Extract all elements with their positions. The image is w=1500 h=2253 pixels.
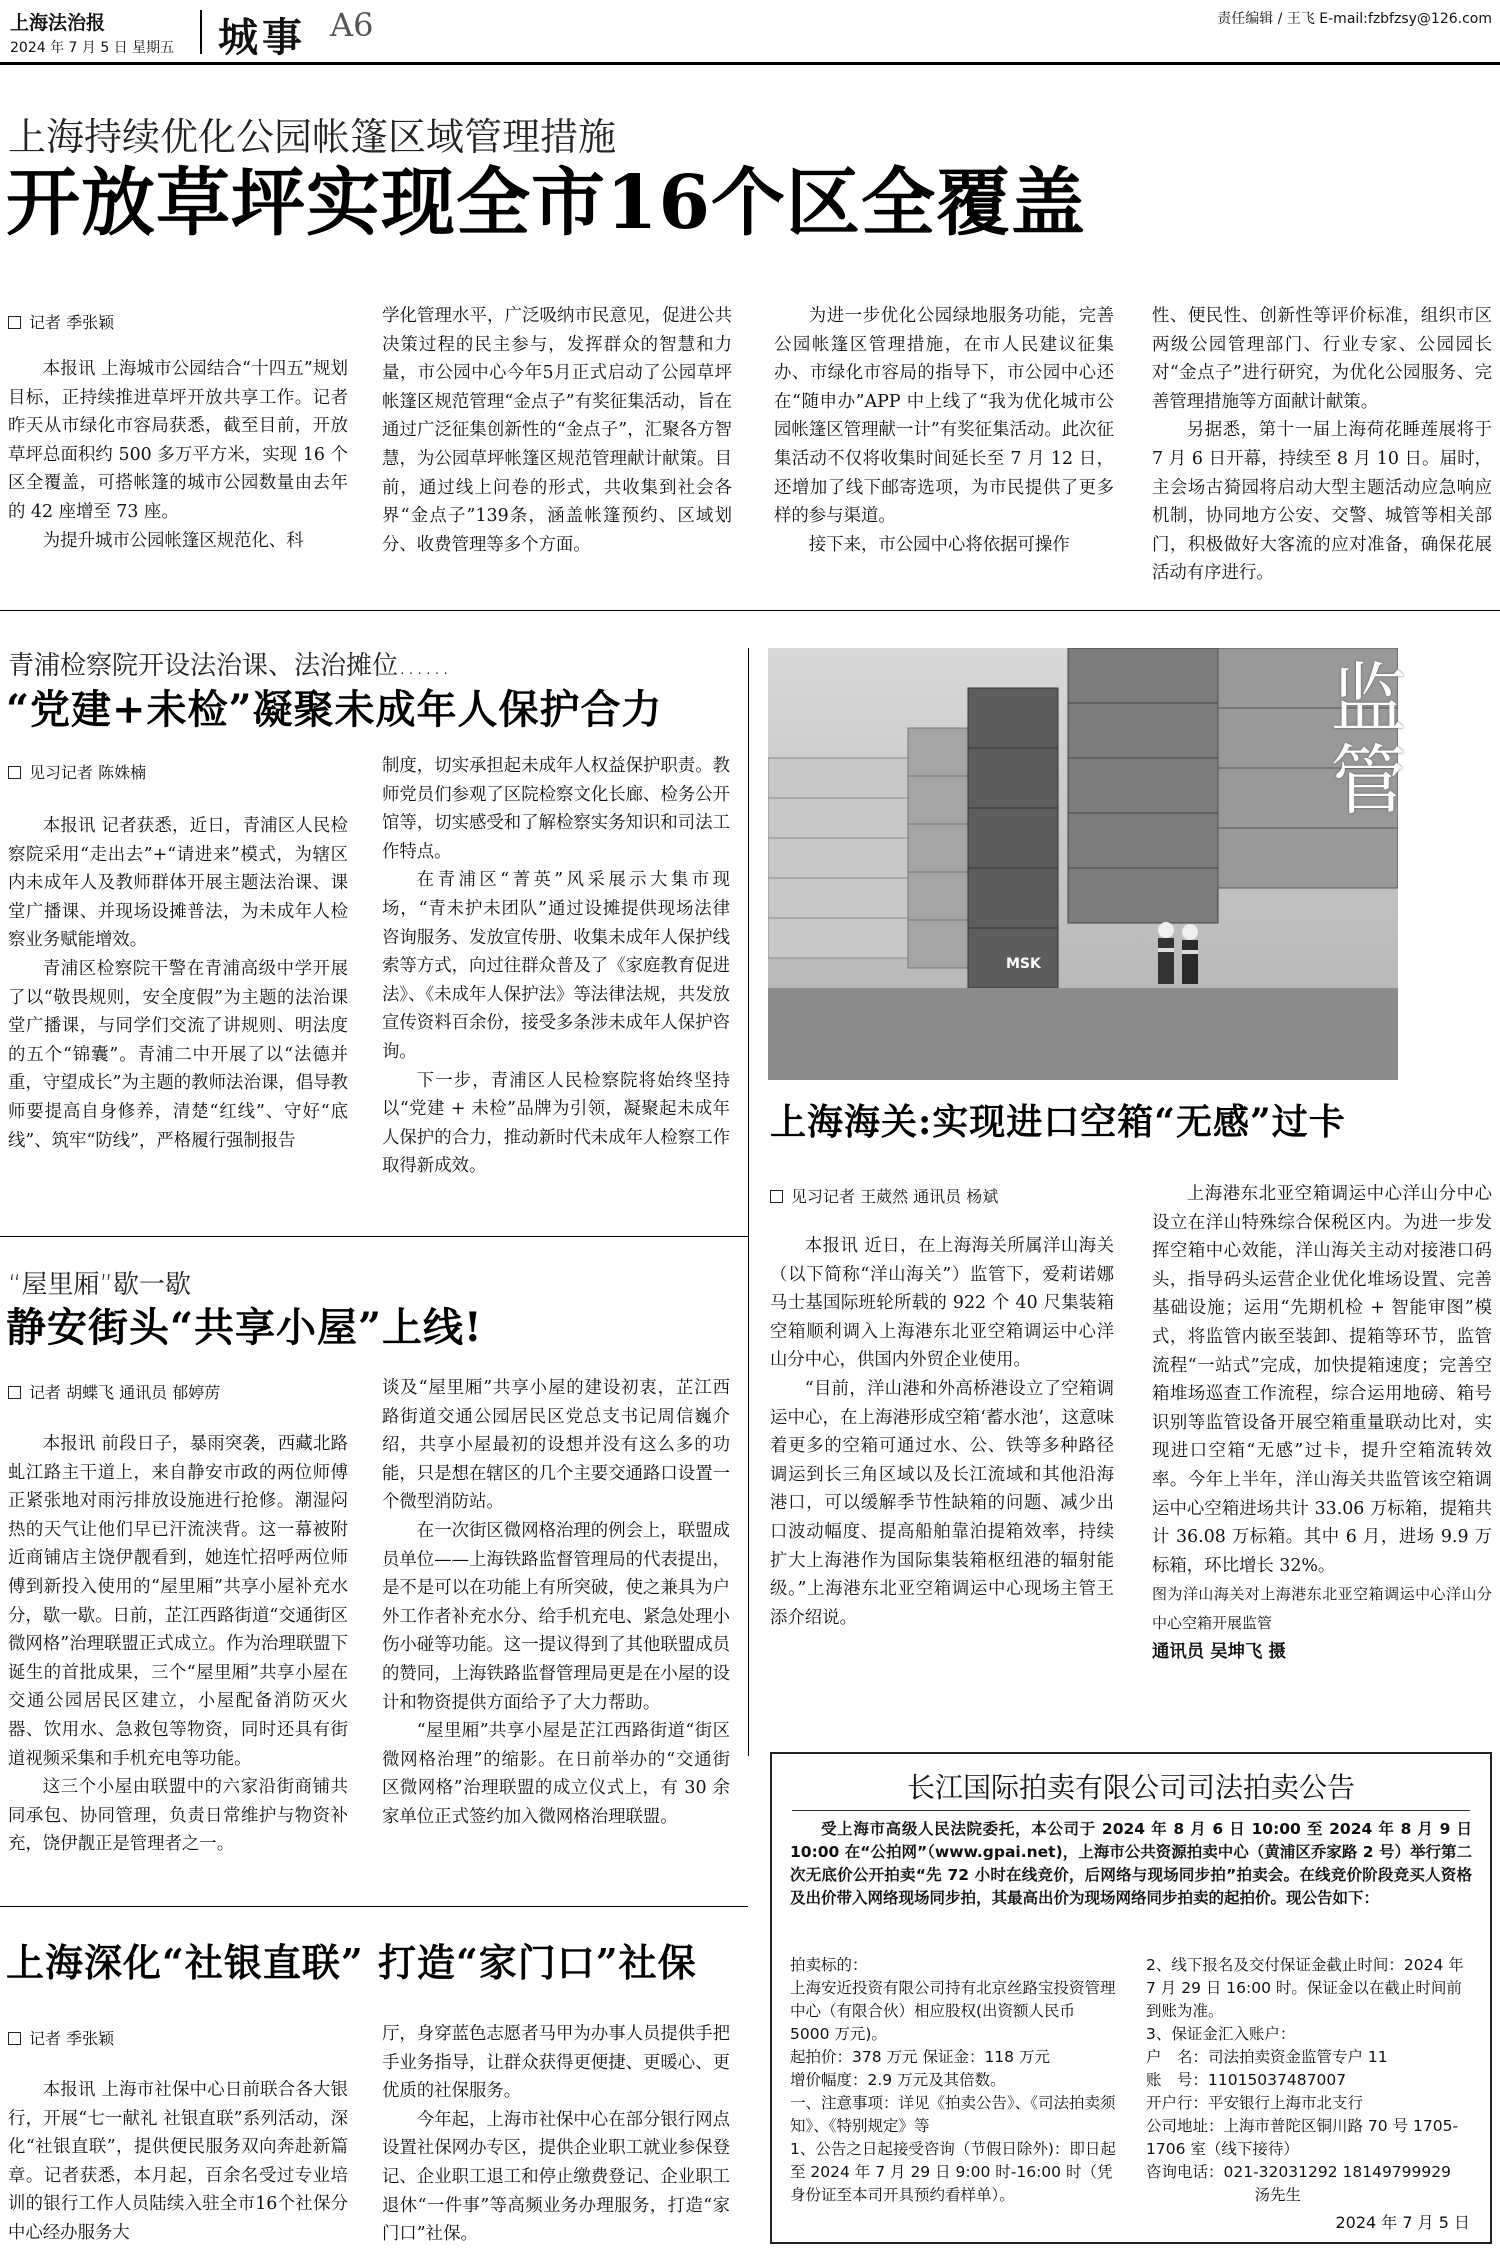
story3-bottom-rule: [0, 1906, 748, 1907]
paragraph: 下一步，青浦区人民检察院将始终坚持以“党建 + 未检”品牌为引领，凝聚起未成年人保护的合力，推动新时代未成年人检察工作取得新成效。: [382, 1070, 730, 1177]
story5-col1: [770, 1232, 1114, 1632]
story3-col1: [8, 1430, 348, 1859]
story3-kicker: “屋里厢”歇一歇: [8, 1270, 191, 1300]
auction-right-line: 2、线下报名及交付保证金截止时间：2024 年 7 月 29 日 16:00 时。保证金以在截止时间前到账为准。: [1146, 1956, 1464, 2020]
story3-byline: [8, 1380, 220, 1403]
masthead: [0, 0, 1500, 62]
auction-title-rule: [792, 1810, 1470, 1811]
container-yard-illustration: [768, 648, 1398, 1080]
paragraph: 制度，切实承担起未成年人权益保护职责。教师党员们参观了区院检察文化长廊、检务公开馆等，切实感受和了解检察实务知识和司法工作特点。: [382, 756, 730, 862]
story1-col4: [1152, 302, 1492, 588]
story3-col2: [382, 1374, 730, 1832]
auction-left-line: 起拍价：378 万元 保证金：118 万元: [790, 2048, 1050, 2066]
auction-right-line: 户 名：司法拍卖资金监管专户 11: [1146, 2048, 1388, 2066]
auction-intro: 受上海市高级人民法院委托，本公司于 2024 年 8 月 6 日 10:00 至 2024 年 8 月 9 日 10:00 在“公拍网”（www.gpai.net)，上海市公共资源拍卖中心（黄浦区乔家路 2 号）举行第二次无底价公开拍卖“先 72 小时在线竞价，后网络与现场同步拍”拍卖会。在线竞价阶段竞买人资格及出价带入网络现场同步拍，其最高出价为现场网络同步拍卖的起拍价。现公告如下：: [790, 1820, 1472, 1907]
story2-col2: [382, 752, 730, 1181]
story4-byline-text: 记者 季张颖: [29, 2029, 115, 2048]
paragraph: 青浦区检察院干警在青浦高级中学开展了以“敬畏规则，安全度假”为主题的法治课堂广播课，与同学们交流了讲规则、明法度的五个“锦囊”。青浦二中开展了以“法德并重，守望成长”为主题的教师法治课，倡导教师要提高自身修养，清楚“红线”、守好“底线”、筑牢“防线”，严格履行强制报告: [8, 958, 348, 1151]
auction-date: 2024 年 7 月 5 日: [1335, 2213, 1470, 2232]
paragraph: 谈及“屋里厢”共享小屋的建设初衷，芷江西路街道交通公园居民区党总支书记周信巍介绍，共享小屋最初的设想并没有这么多的功能，只是想在辖区的几个主要交通路口设置一个微型消防站。: [382, 1378, 730, 1513]
story1-byline-text: 记者 季张颖: [29, 313, 115, 332]
story2-kicker: 青浦检察院开设法治课、法治摊位……: [8, 651, 451, 681]
paragraph: 性、便民性、创新性等评价标准，组织市区两级公园管理部门、行业专家、公园园长对“金点子”进行研究，为优化公园服务、完善管理措施等方面献计献策。: [1152, 306, 1492, 412]
story2-bottom-rule: [0, 1236, 748, 1237]
paragraph: 这三个小屋由联盟中的六家沿街商铺共同承包、协同管理，负责日常维护与物资补充，饶伊靓正是管理者之一。: [8, 1777, 348, 1855]
photo-credit: 通讯员 吴坤飞 摄: [1152, 1641, 1286, 1662]
auction-right-column: [1146, 1954, 1472, 2207]
section-name: 城事: [218, 15, 306, 61]
masthead-divider: [200, 10, 202, 54]
story5-byline: [770, 1184, 998, 1207]
story5-col2: [1152, 1180, 1492, 1666]
paragraph: 接下来，市公园中心将依据可操作: [808, 534, 1070, 555]
story4-col1: [8, 2076, 348, 2248]
auction-left-line: 一、注意事项：详见《拍卖公告》、《司法拍卖须知》、《特别规定》等: [790, 2094, 1116, 2135]
auction-right-line: 公司地址：上海市普陀区铜川路 70 号 1705-1706 室（线下接待）: [1146, 2117, 1459, 2158]
story2-byline-text: 见习记者 陈姝楠: [29, 763, 147, 782]
auction-right-line: 咨询电话：021-32031292 18149799929: [1146, 2163, 1451, 2181]
auction-left-line: 上海安近投资有限公司持有北京丝路宝投资管理中心（有限合伙）相应股权(出资额人民币 5000 万元)。: [790, 1979, 1116, 2043]
story3-byline-text: 记者 胡蝶飞 通讯员 郁婷苈: [29, 1383, 221, 1402]
story2-headline: “党建+未检”凝聚未成年人保护合力: [6, 686, 663, 733]
paragraph: 本报讯 上海市社保中心日前联合各大银行，开展“七一献礼 社银直联”系列活动，深化“社银直联”，提供便民服务双向奔赴新篇章。记者获悉，本月起，百余名受过专业培训的银行工作人员陆续入驻全市16个社保分中心经办服务大: [8, 2080, 348, 2243]
paragraph: 本报讯 前段日子，暴雨突袭，西藏北路虬江路主干道上，来自静安市政的两位师傅正紧张地对雨污排放设施进行抢修。潮湿闷热的天气让他们早已汗流浃背。这一幕被附近商铺店主饶伊靓看到，她连忙招呼两位师傅到新投入使用的“屋里厢”共享小屋补充水分，歇一歇。日前，芷江西路街道“交通街区微网格”治理联盟正式成立。作为治理联盟下诞生的首批成果，三个“屋里厢”共享小屋在交通公园居民区建立，小屋配备消防灭火器、饮用水、急救包等物资，同时还具有街道视频采集和手机充电等功能。: [8, 1434, 348, 1769]
story1-col2: [382, 302, 732, 559]
paper-logo: 上海法治报: [10, 12, 106, 34]
paragraph: 今年起，上海市社保中心在部分银行网点设置社保网办专区，提供企业职工就业参保登记、企业职工退工和停止缴费登记、企业职工退休“一件事”等高频业务办理服务，打造“家门口”社保。: [382, 2109, 730, 2245]
paragraph: 本报讯 记者获悉，近日，青浦区人民检察院采用“走出去”+“请进来”模式，为辖区内未成年人及教师群体开展主题法治课、课堂广播课、并现场设摊普法，为未成年人检察业务赋能增效。: [8, 816, 348, 951]
auction-title: 长江国际拍卖有限公司司法拍卖公告: [906, 1771, 1355, 1804]
story5-headline: 上海海关:实现进口空箱“无感”过卡: [770, 1101, 1346, 1143]
paragraph: 为提升城市公园帐篷区规范化、科: [42, 530, 304, 551]
masthead-rule: [0, 62, 1500, 65]
auction-notice: [770, 1752, 1492, 2244]
paragraph: 本报讯 近日，在上海海关所属洋山海关（以下简称“洋山海关”）监管下，爱莉诺娜马士基国际班轮所载的 922 个 40 尺集装箱空箱顺利调入上海港东北亚空箱调运中心洋山分中心，供国内外贸企业使用。: [770, 1236, 1114, 1371]
story4-col2: [382, 2020, 730, 2249]
story2-byline: [8, 760, 146, 783]
story1-headline: 开放草坪实现全市16个区全覆盖: [6, 160, 1086, 246]
auction-left-line: 增价幅度：2.9 万元及其倍数。: [790, 2071, 1006, 2089]
photo-caption: 图为洋山海关对上海港东北亚空箱调运中心洋山分中心空箱开展监管: [1152, 1585, 1492, 1632]
auction-left-line: 拍卖标的：: [790, 1956, 868, 1974]
editor-info: 责任编辑 / 王飞 E-mail:fzbfzsy@126.com: [1217, 11, 1492, 27]
auction-left-line: 1、公告之日起接受咨询（节假日除外)：即日起至 2024 年 7 月 29 日 9:00 时-16:00 时（凭身份证至本司开具预约看样单）。: [790, 2140, 1116, 2204]
vertical-column-rule: [748, 648, 749, 1756]
auction-right-line: 3、保证金汇入账户：: [1146, 2025, 1296, 2043]
byline-square-icon: [8, 2032, 21, 2045]
story1-col1: [8, 355, 348, 555]
paragraph: 在青浦区“菁英”风采展示大集市现场，“青未护未团队”通过设摊提供现场法律咨询服务、发放宣传册、收集未成年人保护线索等方式，向过往群众普及了《家庭教育促进法》、《未成年人保护法》等法律法规，共发放宣传资料百余份，接受多条涉未成年人保护咨询。: [382, 870, 730, 1062]
byline-square-icon: [8, 316, 21, 329]
story5-photo: [768, 648, 1398, 1080]
story2-col1: [8, 812, 348, 1155]
paragraph: 为进一步优化公园绿地服务功能，完善公园帐篷区管理措施，在市人民建议征集办、市绿化市容局的指导下，市公园中心还在“随申办”APP 中上线了“我为优化城市公园帐篷区管理献一计”有奖征集活动。此次征集活动不仅将收集时间延长至 7 月 12 日，还增加了线下邮寄选项，为市民提供了更多样的参与渠道。: [774, 306, 1114, 527]
byline-square-icon: [770, 1190, 783, 1203]
page-number: A6: [330, 6, 374, 44]
auction-right-line: 账 号：11015037487007: [1146, 2071, 1347, 2089]
paragraph: 厅，身穿蓝色志愿者马甲为办事人员提供手把手业务指导，让群众获得更便捷、更暖心、更优质的社保服务。: [382, 2024, 730, 2102]
story1-kicker: 上海持续优化公园帐篷区域管理措施: [8, 115, 617, 159]
story5-byline-text: 见习记者 王葳然 通讯员 杨斌: [791, 1187, 999, 1206]
byline-square-icon: [8, 1386, 21, 1399]
issue-date: 2024 年 7 月 5 日 星期五: [10, 40, 175, 56]
story1-col3: [774, 302, 1114, 559]
story1-bottom-rule: [0, 610, 1500, 611]
auction-right-line: 开户行：平安银行上海市北支行: [1146, 2094, 1364, 2112]
paragraph: 本报讯 上海城市公园结合“十四五”规划目标，正持续推进草坪开放共享工作。记者昨天从市绿化市容局获悉，截至目前，开放草坪总面积约 500 多万平方米，实现 16 个区全覆盖，可搭帐篷的城市公园数量由去年的 42 座增至 73 座。: [8, 359, 348, 522]
paragraph: 上海港东北亚空箱调运中心洋山分中心设立在洋山特殊综合保税区内。为进一步发挥空箱中心效能，洋山海关主动对接港口码头，指导码头运营企业优化堆场设置、完善基础设施；运用“先期机检 + 智能审图”模式，将监管内嵌至装卸、提箱等环节，监管流程“一站式”完成，加快提箱速度；完善空箱堆场巡查工作流程，综合运用地磅、箱号识别等监管设备开展空箱重量联动比对，实现进口空箱“无感”过卡，提升空箱流转效率。今年上半年，洋山海关共监管该空箱调运中心空箱进场共计 33.06 万标箱，提箱共计 36.08 万标箱。其中 6 月，进场 9.9 万标箱，环比增长 32%。: [1152, 1184, 1492, 1576]
paragraph: “目前，洋山港和外高桥港设立了空箱调运中心，在上海港形成空箱‘蓄水池’，这意味着更多的空箱可通过水、公、铁等多种路径调运到长三角区域以及长江流域和其他沿海港口，可以缓解季节性缺箱的问题、减少出口波动幅度、提高船舶靠泊提箱效率，持续扩大上海港作为国际集装箱枢纽港的辐射能级。”上海港东北亚空箱调运中心现场主管王添介绍说。: [770, 1378, 1114, 1628]
story4-headline: 上海深化“社银直联” 打造“家门口”社保: [6, 1940, 697, 1985]
photo-container-marking: MSK: [1006, 956, 1041, 972]
story5-vertical-title: 监管: [1318, 658, 1407, 822]
paragraph: 另据悉，第十一届上海荷花睡莲展将于 7 月 6 日开幕，持续至 8 月 10 日。届时，主会场古猗园将启动大型主题活动应急响应机制，协同地方公安、交警、城管等相关部门，积极做好大客流的应对准备，确保花展活动有序进行。: [1152, 420, 1492, 584]
byline-square-icon: [8, 766, 21, 779]
auction-right-line: 汤先生: [1254, 2186, 1302, 2204]
paragraph: 学化管理水平，广泛吸纳市民意见，促进公共决策过程的民主参与，发挥群众的智慧和力量，市公园中心今年5月正式启动了公园草坪帐篷区规范管理“金点子”有奖征集活动，旨在通过广泛征集创新性的“金点子”，汇聚各方智慧，为公园草坪帐篷区规范管理献计献策。目前，通过线上问卷的形式，共收集到社会各界“金点子”139条，涵盖帐篷预约、区域划分、收费管理等多个方面。: [382, 306, 732, 555]
auction-left-column: [790, 1954, 1116, 2207]
paragraph: “屋里厢”共享小屋是芷江西路街道“街区微网格治理”的缩影。在日前举办的“交通街区微网格”治理联盟的成立仪式上，有 30 余家单位正式签约加入微网格治理联盟。: [382, 1721, 730, 1827]
story1-byline: [8, 310, 114, 333]
story4-byline: [8, 2026, 114, 2049]
story3-headline: 静安街头“共享小屋”上线!: [6, 1304, 483, 1351]
paragraph: 在一次街区微网格治理的例会上，联盟成员单位——上海铁路监督管理局的代表提出，是不是可以在功能上有所突破，使之兼具为户外工作者补充水分、给手机充电、紧急处理小伤小碰等功能。这一提议得到了其他联盟成员的赞同，上海铁路监督管理局更是在小屋的设计和物资提供方面给予了大力帮助。: [382, 1520, 730, 1713]
